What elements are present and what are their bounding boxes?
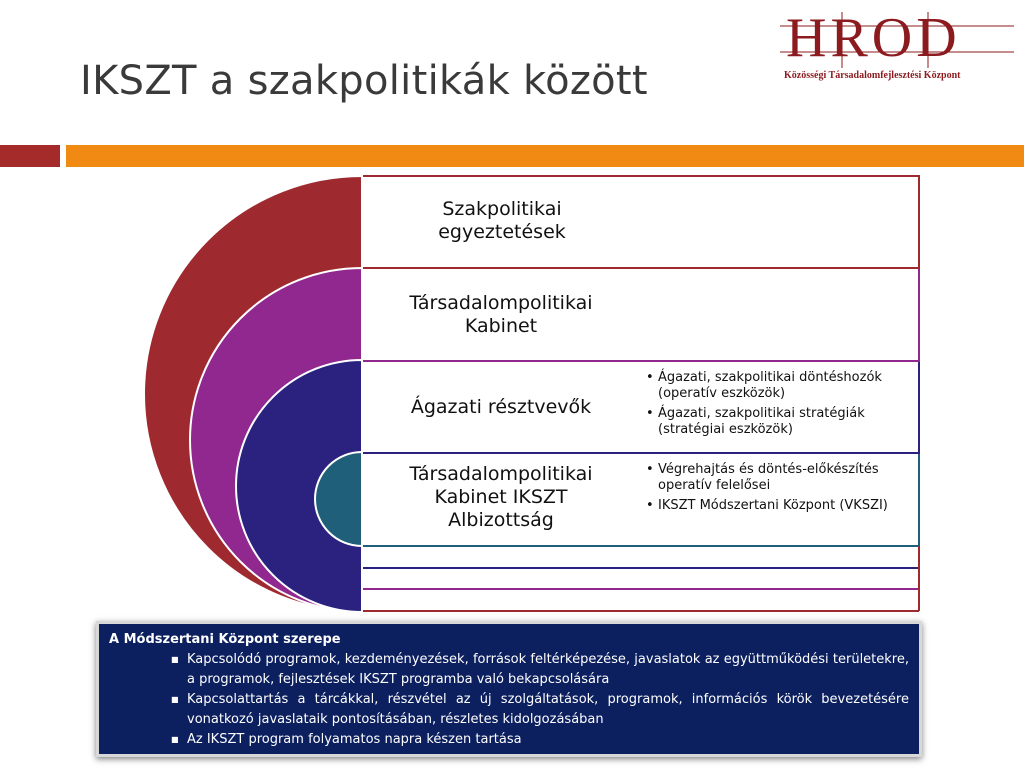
row-label-3: Ágazati résztvevők xyxy=(410,396,592,418)
row-4-bullets xyxy=(644,462,916,518)
logo-subtitle: Közösségi Társadalomfejlesztési Központ xyxy=(784,70,961,81)
info-item: ■ Az IKSZT program folyamatos napra készen tartása xyxy=(171,730,909,750)
row-label-2: Társadalompolitikai Kabinet xyxy=(409,292,593,337)
info-list xyxy=(109,650,909,750)
bullet-item: • Ágazati, szakpolitikai stratégiák (stratégiai eszközök) xyxy=(644,406,916,438)
bullet-item: • Végrehajtás és döntés-előkészítés operatív felelősei xyxy=(644,462,916,494)
page-title: IKSZT a szakpolitikák között xyxy=(80,58,648,104)
row-3-bullets xyxy=(644,370,916,442)
info-item: ■ Kapcsolódó programok, kezdeményezések, források feltérképezése, javaslatok az együttműködési területekre, a programok, fejlesztések IKSZT programba való bekapcsolására xyxy=(171,650,909,690)
row-label-1: Szakpolitikai egyeztetések xyxy=(438,198,566,243)
info-box xyxy=(96,621,922,757)
bullet-item: • Ágazati, szakpolitikai döntéshozók (operatív eszközök) xyxy=(644,370,916,402)
logo-letters: HROD xyxy=(786,7,961,69)
bullet-item: • IKSZT Módszertani Központ (VKSZI) xyxy=(644,498,916,514)
row-label-4: Társadalompolitikai Kabinet IKSZT Albizottság xyxy=(409,463,593,531)
info-item: ■ Kapcsolattartás a tárcákkal, részvétel az új szolgáltatások, programok, információs körök bevezetésére vonatkozó javaslataik pontosításában, részletes kidolgozásában xyxy=(171,690,909,730)
info-title: A Módszertani Központ szerepe xyxy=(109,632,341,647)
